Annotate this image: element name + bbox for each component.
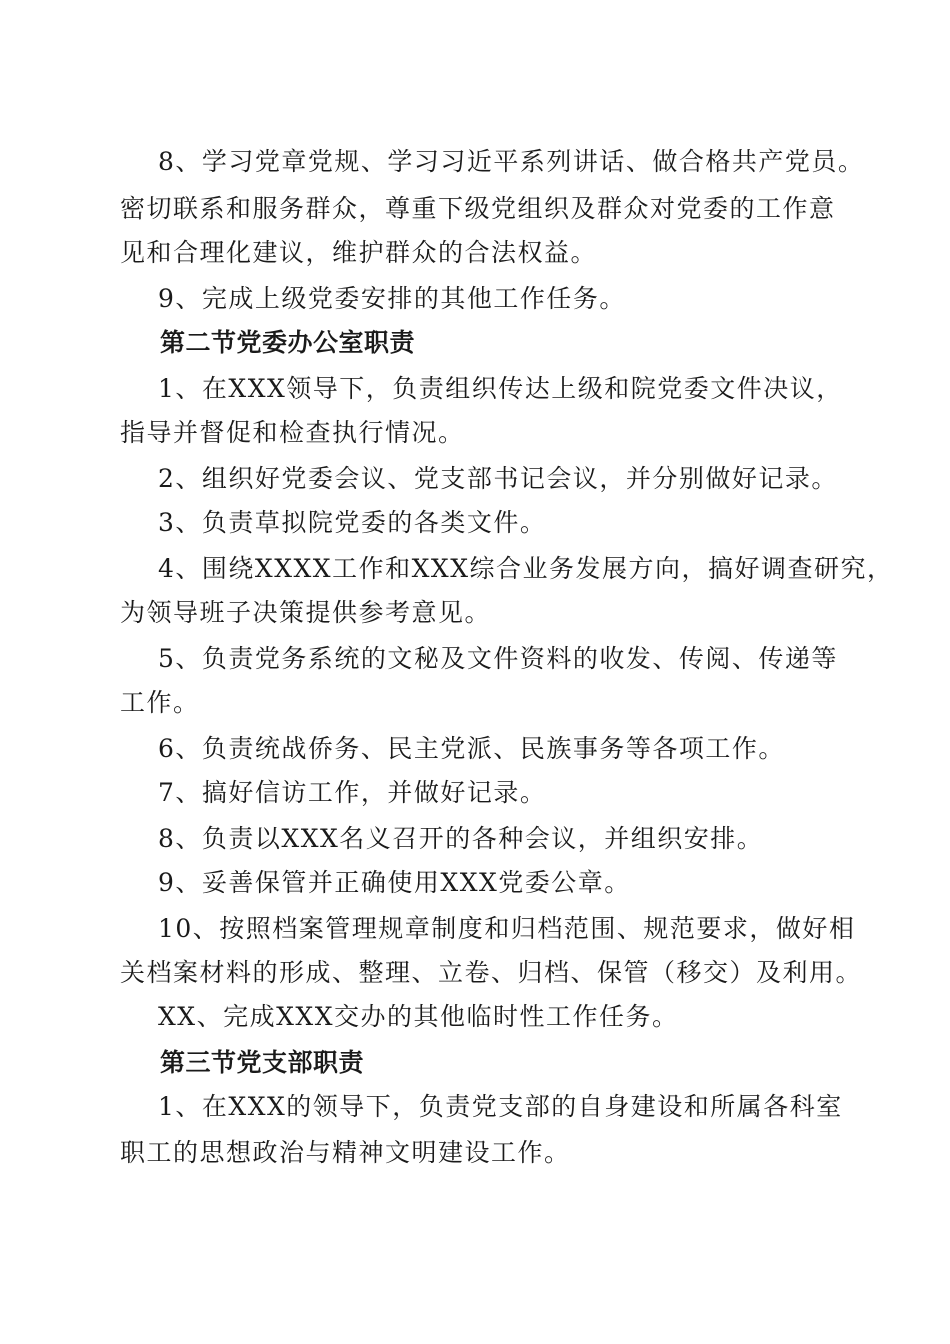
text-line: 见和合理化建议，维护群众的合法权益。	[120, 238, 598, 267]
text-line: 8、学习党章党规、学习习近平系列讲话、做合格共产党员。	[158, 147, 865, 176]
text-line: 为领导班子决策提供参考意见。	[120, 598, 492, 627]
text-line: 9、妥善保管并正确使用XXX党委公章。	[158, 868, 631, 897]
text-line: 职工的思想政治与精神文明建设工作。	[120, 1138, 571, 1167]
text-line: XX、完成XXX交办的其他临时性工作任务。	[158, 1002, 679, 1031]
text-line: 10、按照档案管理规章制度和归档范围、规范要求，做好相	[158, 914, 856, 943]
text-line: 1、在XXX的领导下，负责党支部的自身建设和所属各科室	[158, 1092, 843, 1121]
text-line: 7、搞好信访工作，并做好记录。	[158, 778, 547, 807]
text-line: 工作。	[120, 688, 200, 717]
text-line: 4、围绕XXXX工作和XXX综合业务发展方向，搞好调查研究，	[158, 554, 894, 583]
section-heading: 第二节党委办公室职责	[160, 328, 416, 357]
text-line: 1、在XXX领导下，负责组织传达上级和院党委文件决议，	[158, 374, 843, 403]
text-line: 关档案材料的形成、整理、立卷、归档、保管（移交）及利用。	[120, 958, 863, 987]
text-line: 指导并督促和检查执行情况。	[120, 418, 465, 447]
text-line: 8、负责以XXX名义召开的各种会议，并组织安排。	[158, 824, 764, 853]
text-line: 2、组织好党委会议、党支部书记会议，并分别做好记录。	[158, 464, 838, 493]
text-line: 3、负责草拟院党委的各类文件。	[158, 508, 547, 537]
text-line: 密切联系和服务群众，尊重下级党组织及群众对党委的工作意	[120, 194, 836, 223]
text-line: 6、负责统战侨务、民主党派、民族事务等各项工作。	[158, 734, 785, 763]
section-heading: 第三节党支部职责	[160, 1048, 365, 1077]
text-line: 9、完成上级党委安排的其他工作任务。	[158, 284, 626, 313]
text-line: 5、负责党务系统的文秘及文件资料的收发、传阅、传递等	[158, 644, 838, 673]
